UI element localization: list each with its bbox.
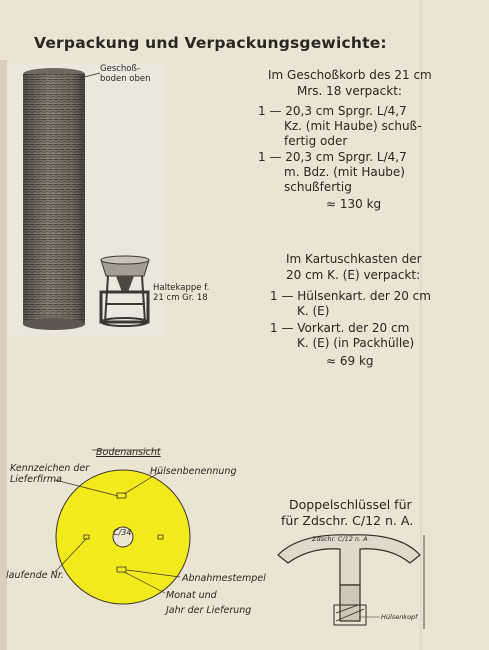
key-heading-1: Doppelschlüssel für bbox=[289, 497, 412, 512]
holding-cap bbox=[101, 256, 149, 326]
label-shell-base-top-2: boden oben bbox=[100, 74, 151, 84]
cartridge-item-2-line-1: 1 — Vorkart. der 20 cm bbox=[270, 321, 410, 335]
label-month-year-2: Jahr der Lieferung bbox=[166, 605, 252, 616]
key-side-label: Hülsenkopf bbox=[381, 613, 418, 621]
basket-heading-2: Mrs. 18 verpackt: bbox=[297, 84, 402, 98]
label-holding-cap-2: 21 cm Gr. 18 bbox=[153, 293, 208, 303]
label-acceptance-stamp: Abnahmestempel bbox=[182, 573, 266, 584]
label-month-year-1: Monat und bbox=[166, 590, 217, 601]
key-engraving: Zdschr. C/12 n. A bbox=[312, 535, 368, 543]
basket-item-1-line-1: 1 — 20,3 cm Sprgr. L/4,7 bbox=[258, 104, 407, 118]
base-stamp-text: C/34 bbox=[113, 528, 132, 537]
label-pointer-line bbox=[80, 72, 102, 80]
basket-heading-1: Im Geschoßkorb des 21 cm bbox=[268, 68, 432, 82]
basket-item-1-line-2: Kz. (mit Haube) schuß- bbox=[284, 119, 422, 133]
basket-item-2-line-3: schußfertig bbox=[284, 180, 352, 194]
double-key-drawing bbox=[260, 525, 435, 645]
cartridge-heading-1: Im Kartuschkasten der bbox=[286, 252, 422, 266]
cartridge-item-1-line-1: 1 — Hülsenkart. der 20 cm bbox=[270, 289, 431, 303]
basket-item-2-line-1: 1 — 20,3 cm Sprgr. L/4,7 bbox=[258, 150, 407, 164]
label-serial-number: laufende Nr. bbox=[6, 570, 64, 581]
label-holding-cap-1: Haltekappe f. bbox=[153, 283, 210, 293]
label-case-designation: Hülsenbenennung bbox=[150, 466, 237, 477]
page-title: Verpackung und Verpackungsgewichte: bbox=[34, 34, 387, 52]
label-maker-mark-1: Kennzeichen der bbox=[10, 463, 90, 474]
label-maker-mark-2: Lieferfirma bbox=[10, 474, 62, 485]
basket-item-1-line-3: fertig oder bbox=[284, 134, 348, 148]
basket-weight: ≈ 130 kg bbox=[326, 197, 382, 211]
cartridge-weight: ≈ 69 kg bbox=[326, 354, 374, 368]
label-shell-base-top-1: Geschoß- bbox=[100, 64, 141, 74]
cartridge-item-1-line-2: K. (E) bbox=[297, 304, 330, 318]
basket-item-2-line-2: m. Bdz. (mit Haube) bbox=[284, 165, 405, 179]
basket-photo bbox=[8, 64, 163, 336]
key-heading-2: für Zdschr. C/12 n. A. bbox=[281, 513, 414, 528]
wicker-basket-illustration bbox=[8, 64, 163, 336]
cartridge-heading-2: 20 cm K. (E) verpackt: bbox=[286, 268, 421, 282]
cartridge-item-2-line-2: K. (E) (in Packhülle) bbox=[297, 336, 415, 350]
base-view-heading: Bodenansicht bbox=[96, 447, 161, 458]
